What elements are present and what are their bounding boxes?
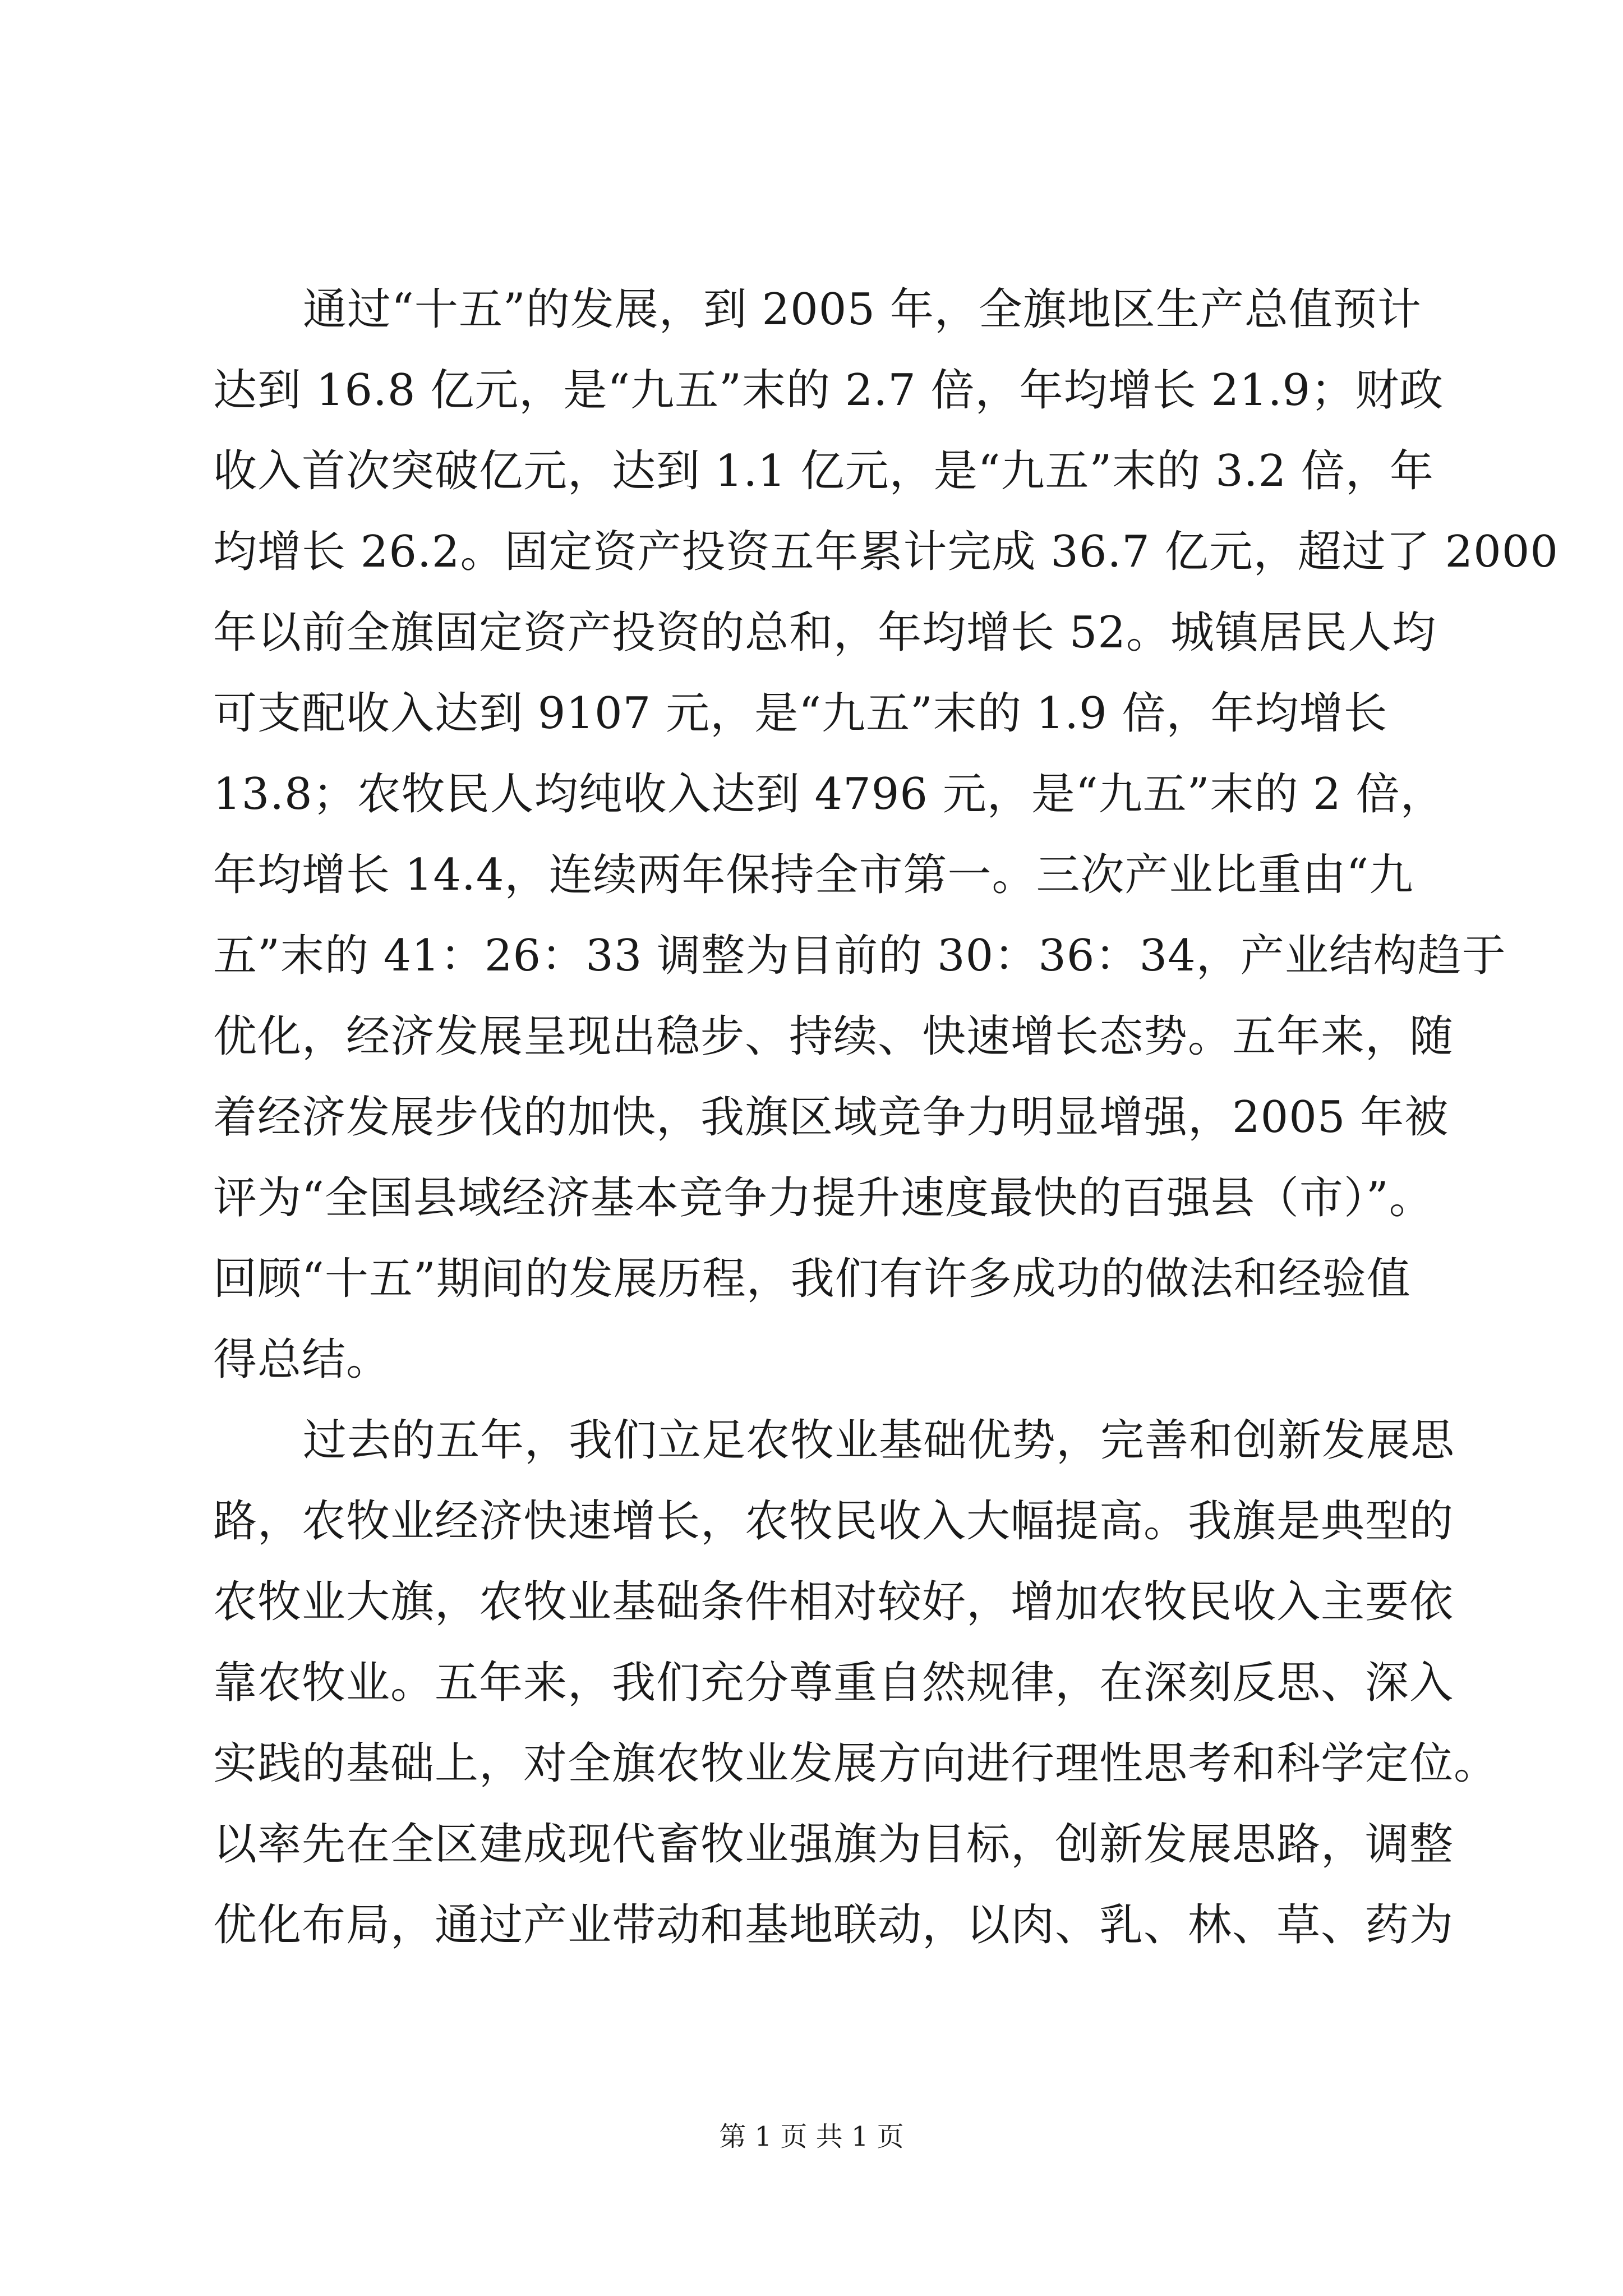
paragraph-1 (213, 269, 1559, 1400)
paragraph-line: 通过“十五”的发展，到 2005 年，全旗地区生产总值预计 (303, 284, 1422, 335)
document-body (213, 269, 1559, 1966)
paragraph-line: 过去的五年，我们立足农牧业基础优势，完善和创新发展思 (303, 1415, 1455, 1466)
paragraph-line: 13.8；农牧民人均纯收入达到 4796 元，是“九五”末的 2 倍， (213, 769, 1445, 820)
paragraph-line: 优化布局，通过产业带动和基地联动，以肉、乳、林、草、药为 (213, 1900, 1454, 1950)
paragraph-line: 以率先在全区建成现代畜牧业强旗为目标，创新发展思路，调整 (213, 1819, 1454, 1870)
paragraph-line: 达到 16.8 亿元，是“九五”末的 2.7 倍，年均增长 21.9；财政 (213, 365, 1444, 416)
paragraph-line: 回顾“十五”期间的发展历程，我们有许多成功的做法和经验值 (213, 1254, 1411, 1304)
paragraph-line: 评为“全国县域经济基本竞争力提升速度最快的百强县（市）”。 (213, 1173, 1433, 1223)
paragraph-line: 农牧业大旗，农牧业基础条件相对较好，增加农牧民收入主要依 (213, 1577, 1454, 1627)
paragraph-line: 收入首次突破亿元，达到 1.1 亿元，是“九五”末的 3.2 倍，年 (213, 446, 1435, 496)
paragraph-line: 路，农牧业经济快速增长，农牧民收入大幅提高。我旗是典型的 (213, 1496, 1454, 1547)
paragraph-line: 五”末的 41：26：33 调整为目前的 30：36：34，产业结构趋于 (213, 931, 1506, 981)
paragraph-line: 靠农牧业。五年来，我们充分尊重自然规律，在深刻反思、深入 (213, 1658, 1454, 1708)
paragraph-line: 得总结。 (213, 1335, 391, 1385)
paragraph-2 (213, 1400, 1498, 1966)
paragraph-line: 优化，经济发展呈现出稳步、持续、快速增长态势。五年来，随 (213, 1011, 1454, 1062)
page-number-footer: 第 1 页 共 1 页 (719, 2121, 904, 2152)
paragraph-line: 着经济发展步伐的加快，我旗区域竞争力明显增强，2005 年被 (213, 1092, 1449, 1143)
paragraph-line: 年均增长 14.4，连续两年保持全市第一。三次产业比重由“九 (213, 850, 1414, 900)
paragraph-line: 实践的基础上，对全旗农牧业发展方向进行理性思考和科学定位。 (213, 1738, 1498, 1789)
paragraph-line: 可支配收入达到 9107 元，是“九五”末的 1.9 倍，年均增长 (213, 688, 1388, 739)
paragraph-line: 年以前全旗固定资产投资的总和，年均增长 52。城镇居民人均 (213, 608, 1437, 658)
paragraph-line: 均增长 26.2。固定资产投资五年累计完成 36.7 亿元，超过了 2000 (213, 527, 1559, 577)
